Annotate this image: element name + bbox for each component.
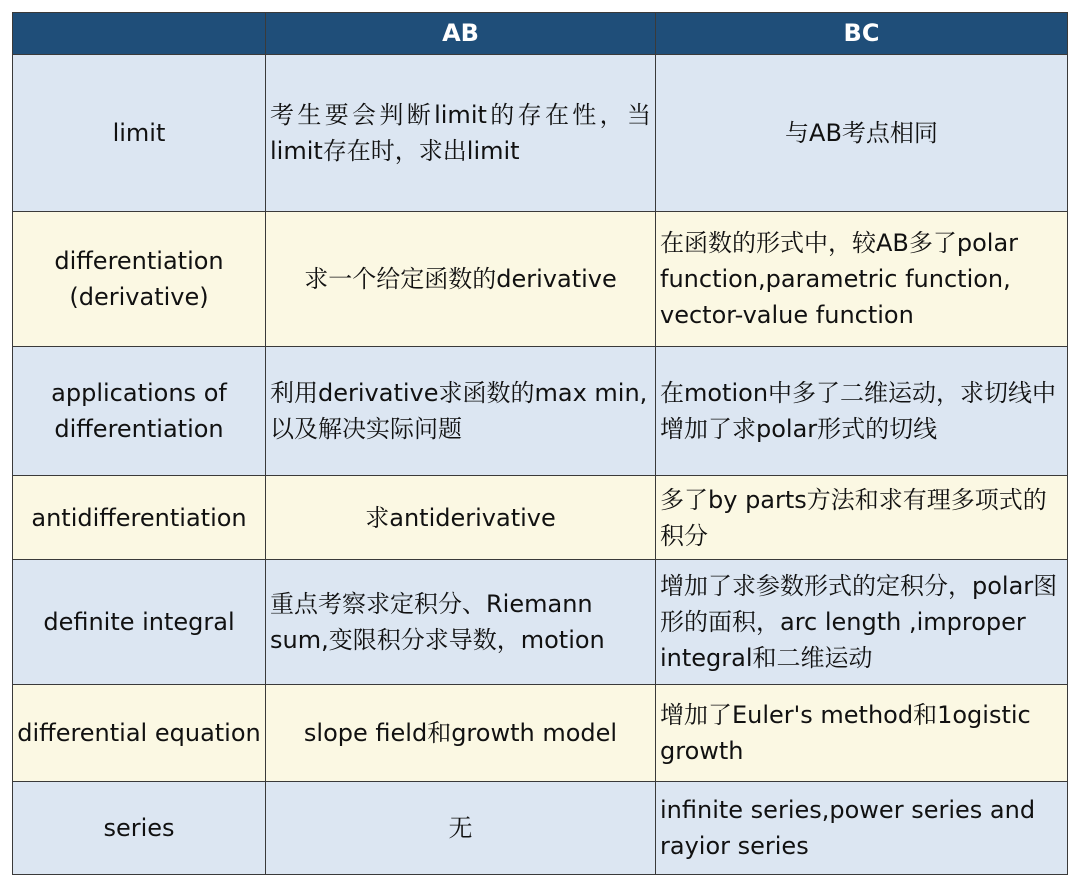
topic-cell: differentiation (derivative) <box>13 212 266 347</box>
header-ab: AB <box>266 13 656 55</box>
table-row <box>13 560 1068 685</box>
comparison-table-container <box>12 12 1067 875</box>
bc-cell: 与AB考点相同 <box>656 55 1068 212</box>
bc-cell: infinite series,power series and rayior series <box>656 782 1068 875</box>
bc-cell: 在motion中多了二维运动，求切线中增加了求polar形式的切线 <box>656 347 1068 476</box>
topic-cell: applications of differentiation <box>13 347 266 476</box>
table-row <box>13 476 1068 560</box>
header-bc: BC <box>656 13 1068 55</box>
header-corner-cell <box>13 13 266 55</box>
ab-cell: 求antiderivative <box>266 476 656 560</box>
table-row <box>13 347 1068 476</box>
bc-cell: 多了by parts方法和求有理多项式的积分 <box>656 476 1068 560</box>
ab-bc-comparison-table <box>12 12 1068 875</box>
bc-cell: 增加了求参数形式的定积分，polar图形的面积，arc length ,improper integral和二维运动 <box>656 560 1068 685</box>
topic-cell: antidifferentiation <box>13 476 266 560</box>
topic-cell: series <box>13 782 266 875</box>
ab-cell: 求一个给定函数的derivative <box>266 212 656 347</box>
table-row <box>13 55 1068 212</box>
topic-cell: definite integral <box>13 560 266 685</box>
table-header-row <box>13 13 1068 55</box>
ab-cell: 无 <box>266 782 656 875</box>
bc-cell: 增加了Euler's method和1ogistic growth <box>656 685 1068 782</box>
bc-cell: 在函数的形式中，较AB多了polar function,parametric function, vector-value function <box>656 212 1068 347</box>
ab-cell: slope field和growth model <box>266 685 656 782</box>
topic-cell: limit <box>13 55 266 212</box>
table-row <box>13 685 1068 782</box>
table-row <box>13 782 1068 875</box>
ab-cell: 重点考察求定积分、Riemann sum,变限积分求导数，motion <box>266 560 656 685</box>
ab-cell: 考生要会判断limit的存在性，当limit存在时，求出limit <box>266 55 656 212</box>
table-row <box>13 212 1068 347</box>
topic-cell: differential equation <box>13 685 266 782</box>
ab-cell: 利用derivative求函数的max min,以及解决实际问题 <box>266 347 656 476</box>
